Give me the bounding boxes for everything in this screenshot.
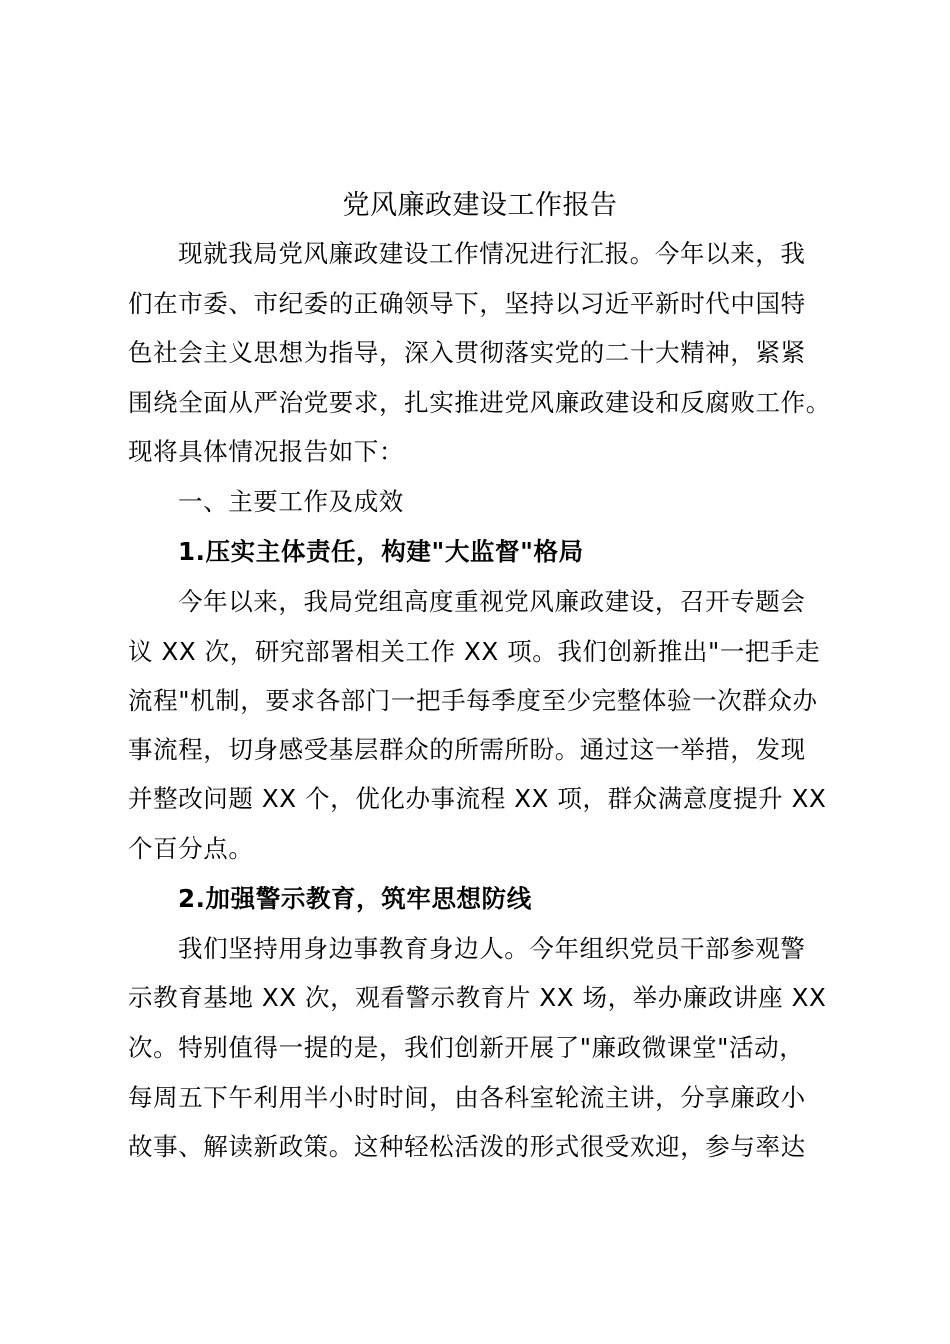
text-line: 每周五下午利用半小时时间，由各科室轮流主讲，分享廉政小 [128,1083,806,1112]
text-line: 事流程，切身感受基层群众的所需所盼。通过这一举措，发现 [128,735,806,764]
section-heading: 一、主要工作及成效 [178,487,404,516]
text-line: 故事、解读新政策。这种轻松活泼的形式很受欢迎，参与率达 [128,1132,806,1161]
text-line: 我们坚持用身边事教育身边人。今年组织党员干部参观警 [178,934,806,963]
document-title: 党风廉政建设工作报告 [342,190,618,221]
text-line: 议 XX 次，研究部署相关工作 XX 项。我们创新推出"一把手走 [128,637,821,666]
text-line: 个百分点。 [128,834,254,863]
text-line: 现就我局党风廉政建设工作情况进行汇报。今年以来，我 [178,239,806,268]
text-line: 色社会主义思想为指导，深入贯彻落实党的二十大精神，紧紧 [128,338,806,367]
subsection-heading-2: 2.加强警示教育，筑牢思想防线 [178,884,532,913]
text-line: 现将具体情况报告如下： [128,437,405,466]
text-line: 次。特别值得一提的是，我们创新开展了"廉政微课堂"活动， [128,1033,805,1062]
text-line: 围绕全面从严治党要求，扎实推进党风廉政建设和反腐败工作。 [128,388,831,417]
subsection-heading-1: 1.压实主体责任，构建"大监督"格局 [178,537,584,566]
text-line: 流程"机制，要求各部门一把手每季度至少完整体验一次群众办 [128,686,818,715]
text-line: 并整改问题 XX 个，优化办事流程 XX 项，群众满意度提升 XX [128,784,827,813]
text-line: 今年以来，我局党组高度重视党风廉政建设，召开专题会 [178,587,806,616]
text-line: 示教育基地 XX 次，观看警示教育片 XX 场，举办廉政讲座 XX [128,983,827,1012]
text-line: 们在市委、市纪委的正确领导下，坚持以习近平新时代中国特 [128,289,806,318]
